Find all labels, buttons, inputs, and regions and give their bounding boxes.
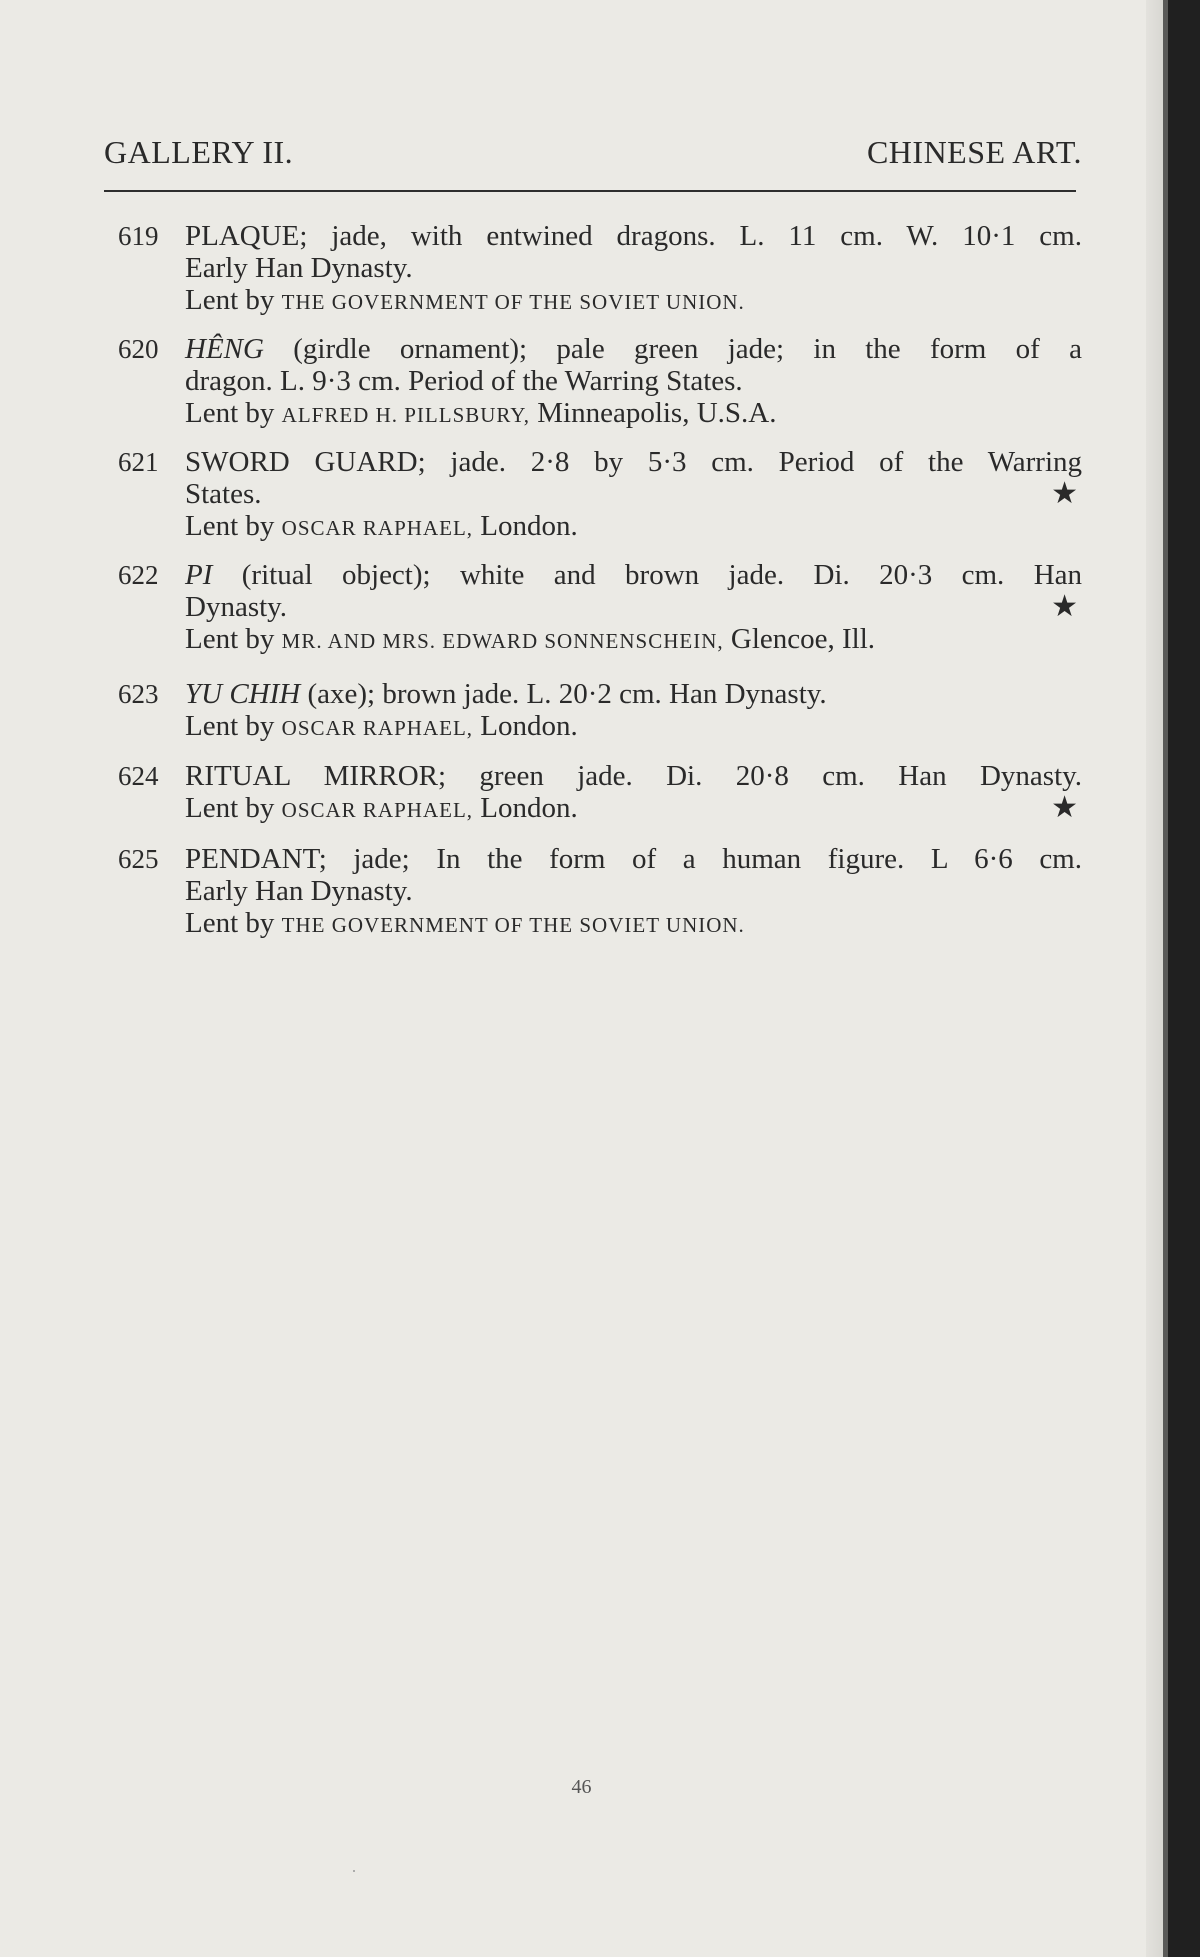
lent-by-label: Lent by	[185, 284, 275, 316]
entry-number: 623	[118, 679, 159, 709]
entry-description-text: (axe); brown jade. L. 20·2 cm. Han Dynasty.	[307, 678, 827, 710]
entry-description: RITUAL MIRROR; green jade. Di. 20·8 cm. Han Dynasty.	[185, 760, 1082, 792]
book-spine	[1163, 0, 1200, 1957]
entry-lender-line	[185, 397, 1082, 431]
lender-name: THE GOVERNMENT OF THE SOVIET UNION.	[281, 913, 745, 937]
entry-description: PLAQUE; jade, with entwined dragons. L. 11 cm. W. 10·1 cm.	[185, 220, 1082, 252]
lent-by-label: Lent by	[185, 623, 275, 655]
entry-description: States.	[185, 478, 262, 510]
lender-name: OSCAR RAPHAEL,	[281, 798, 474, 822]
header-rule	[104, 190, 1076, 192]
entry-description-text: (girdle ornament); pale green jade; in the form of a	[293, 333, 1082, 365]
star-icon: ★	[1051, 477, 1078, 510]
catalogue-entry-620	[104, 333, 1082, 429]
catalogue-entry-619	[104, 220, 1082, 316]
header-gallery: GALLERY II.	[104, 134, 294, 170]
lender-name: OSCAR RAPHAEL,	[281, 516, 474, 540]
lender-location: London.	[480, 792, 578, 824]
entry-description-text: (ritual object); white and brown jade. Di. 20·3 cm. Han	[241, 559, 1083, 591]
entry-description: Dynasty.	[185, 591, 288, 623]
entry-lender-line	[185, 792, 1082, 826]
lender-name: THE GOVERNMENT OF THE SOVIET UNION.	[281, 290, 745, 314]
entry-description: dragon. L. 9·3 cm. Period of the Warring States.	[185, 365, 743, 397]
lender-name: ALFRED H. PILLSBURY,	[281, 403, 530, 427]
entry-lender-line	[185, 907, 1082, 941]
entry-description	[185, 678, 1082, 710]
running-header	[104, 134, 1082, 174]
entry-description: Early Han Dynasty.	[185, 252, 413, 284]
lender-name: MR. AND MRS. EDWARD SONNENSCHEIN,	[281, 629, 724, 653]
lender-location: Minneapolis, U.S.A.	[537, 397, 777, 429]
entry-number: 624	[118, 761, 159, 791]
entry-title: HÊNG	[185, 333, 264, 365]
lender-location: London.	[480, 510, 578, 542]
entry-number: 619	[118, 221, 159, 251]
entry-lender-line	[185, 623, 1082, 657]
lent-by-label: Lent by	[185, 510, 275, 542]
entry-number: 620	[118, 334, 159, 364]
book-spine-edge	[1163, 0, 1168, 1957]
page-number: 46	[571, 1776, 592, 1798]
lender-name: OSCAR RAPHAEL,	[281, 716, 474, 740]
star-icon: ★	[1051, 791, 1078, 824]
entry-title: YU CHIH	[185, 678, 301, 710]
entry-description	[185, 333, 1082, 365]
catalogue-entry-621	[104, 446, 1082, 542]
star-icon: ★	[1051, 590, 1078, 623]
lent-by-label: Lent by	[185, 792, 275, 824]
lent-by-label: Lent by	[185, 397, 275, 429]
paper-speck	[353, 1870, 355, 1872]
entry-description: SWORD GUARD; jade. 2·8 by 5·3 cm. Period of the Warring	[185, 446, 1082, 478]
entry-lender-line	[185, 710, 1082, 744]
catalogue-entry-623	[104, 678, 1082, 742]
entry-description: Early Han Dynasty.	[185, 875, 413, 907]
lent-by-label: Lent by	[185, 907, 275, 939]
lender-location: London.	[480, 710, 578, 742]
page-edge	[1146, 0, 1163, 1957]
catalogue-entry-624	[104, 760, 1082, 824]
entry-description: PENDANT; jade; In the form of a human figure. L 6·6 cm.	[185, 843, 1082, 875]
entry-number: 622	[118, 560, 159, 590]
entry-title: PI	[185, 559, 213, 591]
entry-description	[185, 559, 1082, 591]
entry-lender-line	[185, 284, 1082, 318]
entry-number: 621	[118, 447, 159, 477]
lent-by-label: Lent by	[185, 710, 275, 742]
entry-lender-line	[185, 510, 1082, 544]
catalogue-entry-625	[104, 843, 1082, 939]
entry-number: 625	[118, 844, 159, 874]
header-section: CHINESE ART.	[866, 134, 1082, 170]
lender-location: Glencoe, Ill.	[730, 623, 876, 655]
catalogue-entry-622	[104, 559, 1082, 655]
